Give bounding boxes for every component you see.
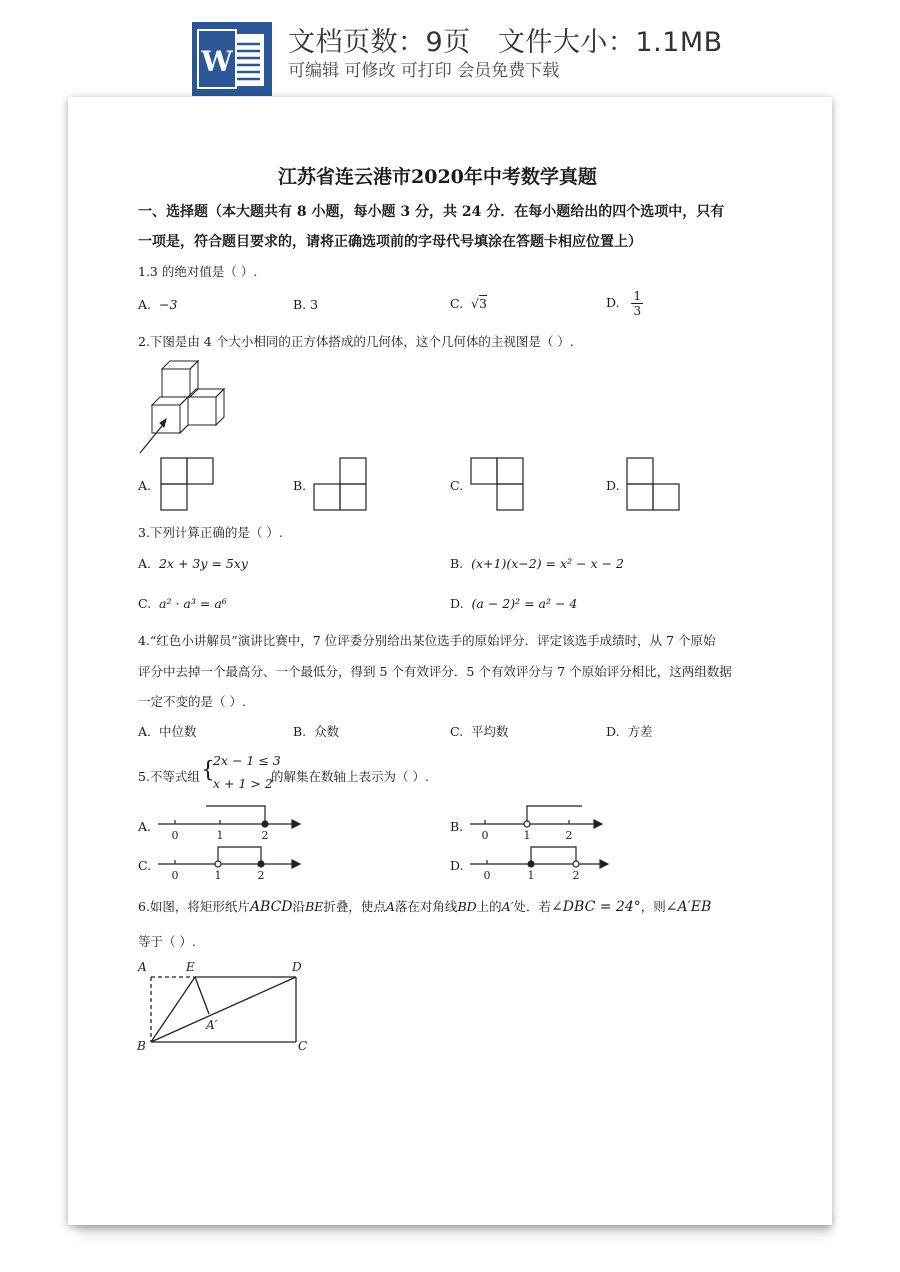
- q5-stem-post: 的解集在数轴上表示为（ ）.: [271, 769, 429, 784]
- word-icon-letter: W: [201, 45, 233, 78]
- q1-option-c: [450, 296, 487, 311]
- q5-b-tick-2: 2: [565, 829, 573, 842]
- q3-d-label: D.: [450, 596, 464, 611]
- q4-d-value: 方差: [627, 724, 653, 739]
- q6-stem-line2: 等于（ ）.: [138, 934, 196, 949]
- q1-c-label: C.: [450, 296, 464, 311]
- q1-d-label: D.: [606, 295, 620, 310]
- q1-d-fraction: [631, 289, 643, 318]
- section-heading-line1: 一、选择题（本大题共有 8 小题，每小题 3 分，共 24 分．在每小题给出的四个选项中，只有: [138, 204, 725, 220]
- q4-c-label: C.: [450, 724, 464, 739]
- q1-c-value: 3: [479, 296, 487, 311]
- q5-option-c-numberline: [158, 842, 308, 894]
- q4-option-b: [293, 722, 339, 740]
- q4-stem-line2: 评分中去掉一个最高分、一个最低分，得到 5 个有效评分．5 个有效评分与 7 个原始评分相比，这两组数据: [138, 664, 732, 679]
- q3-option-a: [138, 556, 248, 571]
- q5-b-tick-1: 1: [523, 829, 531, 842]
- q4-a-value: 中位数: [158, 724, 197, 739]
- q5-c-label: C.: [138, 858, 152, 873]
- document-title: 江苏省连云港市2020年中考数学真题: [278, 166, 597, 188]
- q5-a-tick-1: 1: [216, 829, 224, 842]
- q4-option-d: [606, 722, 653, 740]
- q6-point-a-prime: A′: [206, 1018, 218, 1032]
- q4-stem-line3: 一定不变的是（ ）.: [138, 694, 246, 709]
- q4-d-label: D.: [606, 724, 620, 739]
- q2-d-label: D.: [606, 478, 620, 493]
- q5-b-tick-0: 0: [481, 829, 489, 842]
- q5-a-tick-0: 0: [171, 829, 179, 842]
- file-info-subtitle: 可编辑 可修改 可打印 会员免费下载: [288, 61, 560, 81]
- q2-option-d-figure: [626, 457, 682, 517]
- q3-b-label: B.: [450, 556, 464, 571]
- q5-d-tick-0: 0: [483, 869, 491, 882]
- q4-stem-line1: 4.“红色小讲解员”演讲比赛中，7 位评委分别给出某位选手的原始评分．评定该选手成绩时，从 7 个原始: [138, 633, 716, 648]
- q6-angle: ∠DBC = 24°: [551, 899, 641, 915]
- q6-text-g: ，则: [640, 899, 666, 914]
- q5-c-tick-0: 0: [171, 869, 179, 882]
- q6-bd: BD: [457, 899, 477, 914]
- q3-option-d: [450, 596, 577, 611]
- q1-option-d: [606, 289, 643, 318]
- q5-d-tick-1: 1: [527, 869, 535, 882]
- q6-stem-line1: [138, 897, 711, 915]
- q6-text-f: 处．若: [513, 899, 552, 914]
- q3-a-label: A.: [138, 556, 152, 571]
- q6-ap: A′: [501, 899, 514, 914]
- q5-c-tick-1: 1: [214, 869, 222, 882]
- q1-b-label: B.: [293, 297, 307, 312]
- q3-c-value: a² · a³ = a⁶: [159, 596, 227, 611]
- q2-option-c-figure: [470, 457, 526, 517]
- q1-option-b: [293, 297, 318, 312]
- q6-point-d: D: [292, 960, 302, 974]
- q6-point-c: C: [298, 1039, 308, 1053]
- q3-c-label: C.: [138, 596, 152, 611]
- section-heading-line2: 一项是，符合题目要求的，请将正确选项前的字母代号填涂在答题卡相应位置上）: [138, 234, 642, 250]
- q3-option-c: [138, 596, 227, 611]
- q3-option-b: [450, 556, 624, 571]
- q3-b-value: (x+1)(x−2) = x² − x − 2: [471, 556, 624, 571]
- q1-b-value: 3: [310, 297, 319, 312]
- q6-be: BE: [305, 899, 324, 914]
- q5-a-label: A.: [138, 819, 152, 834]
- q5-d-label: D.: [450, 858, 464, 873]
- q4-a-label: A.: [138, 724, 152, 739]
- q4-b-label: B.: [293, 724, 307, 739]
- q1-d-numerator: 1: [633, 289, 642, 303]
- q4-option-a: [138, 722, 196, 740]
- q2-option-a-figure: [160, 457, 216, 517]
- document-page: [68, 97, 832, 1225]
- q2-stem: 2.下图是由 4 个大小相同的正方体搭成的几何体，这个几何体的主视图是（ ）.: [138, 334, 574, 349]
- q6-text-a: 6.如图，将矩形纸片: [138, 899, 250, 914]
- q6-point-b: B: [137, 1039, 146, 1053]
- q5-b-label: B.: [450, 819, 464, 834]
- q5-inequality-2: x + 1 > 2: [213, 776, 273, 791]
- q6-target-angle: ∠A′EB: [665, 899, 712, 915]
- q3-d-value: (a − 2)² = a² − 4: [471, 596, 578, 611]
- q6-text-e: 上的: [476, 899, 502, 914]
- q2-option-b-figure: [313, 457, 369, 517]
- q1-a-label: A.: [138, 297, 152, 312]
- q2-a-label: A.: [138, 478, 152, 493]
- q1-option-a: [138, 297, 177, 312]
- q2-c-label: C.: [450, 478, 464, 493]
- sqrt-icon: √: [471, 296, 480, 311]
- q5-option-d-numberline: [470, 842, 620, 894]
- q1-d-denominator: 3: [633, 304, 642, 318]
- q1-a-value: −3: [158, 297, 178, 312]
- q4-option-c: [450, 722, 509, 740]
- q6-text-d: 落在对角线: [394, 899, 458, 914]
- file-info-title: 文档页数：9页 文件大小：1.1MB: [288, 27, 723, 58]
- q1-stem: 1.3 的绝对值是（ ）.: [138, 264, 258, 279]
- q5-d-tick-2: 2: [572, 869, 580, 882]
- q5-inequality-1: 2x − 1 ≤ 3: [213, 753, 281, 768]
- q6-a: A: [385, 899, 395, 914]
- q5-c-tick-2: 2: [257, 869, 265, 882]
- q6-rectangle-figure: [134, 958, 319, 1058]
- q6-point-a: A: [138, 960, 147, 974]
- left-brace-icon: {: [201, 758, 215, 783]
- q3-stem: 3.下列计算正确的是（ ）.: [138, 525, 283, 540]
- q4-c-value: 平均数: [471, 724, 509, 739]
- q6-point-e: E: [186, 960, 195, 974]
- q4-b-value: 众数: [314, 724, 340, 739]
- q6-text-c: 折叠，使点: [323, 899, 386, 914]
- q5-a-tick-2: 2: [261, 829, 269, 842]
- q6-abcd: ABCD: [249, 899, 293, 915]
- word-document-icon: [192, 22, 272, 96]
- q2-b-label: B.: [293, 478, 307, 493]
- q6-text-b: 沿: [292, 899, 306, 914]
- q5-stem-pre: 5.不等式组: [138, 769, 200, 784]
- q3-a-value: 2x + 3y = 5xy: [158, 556, 248, 571]
- q2-cube-figure: [138, 359, 228, 459]
